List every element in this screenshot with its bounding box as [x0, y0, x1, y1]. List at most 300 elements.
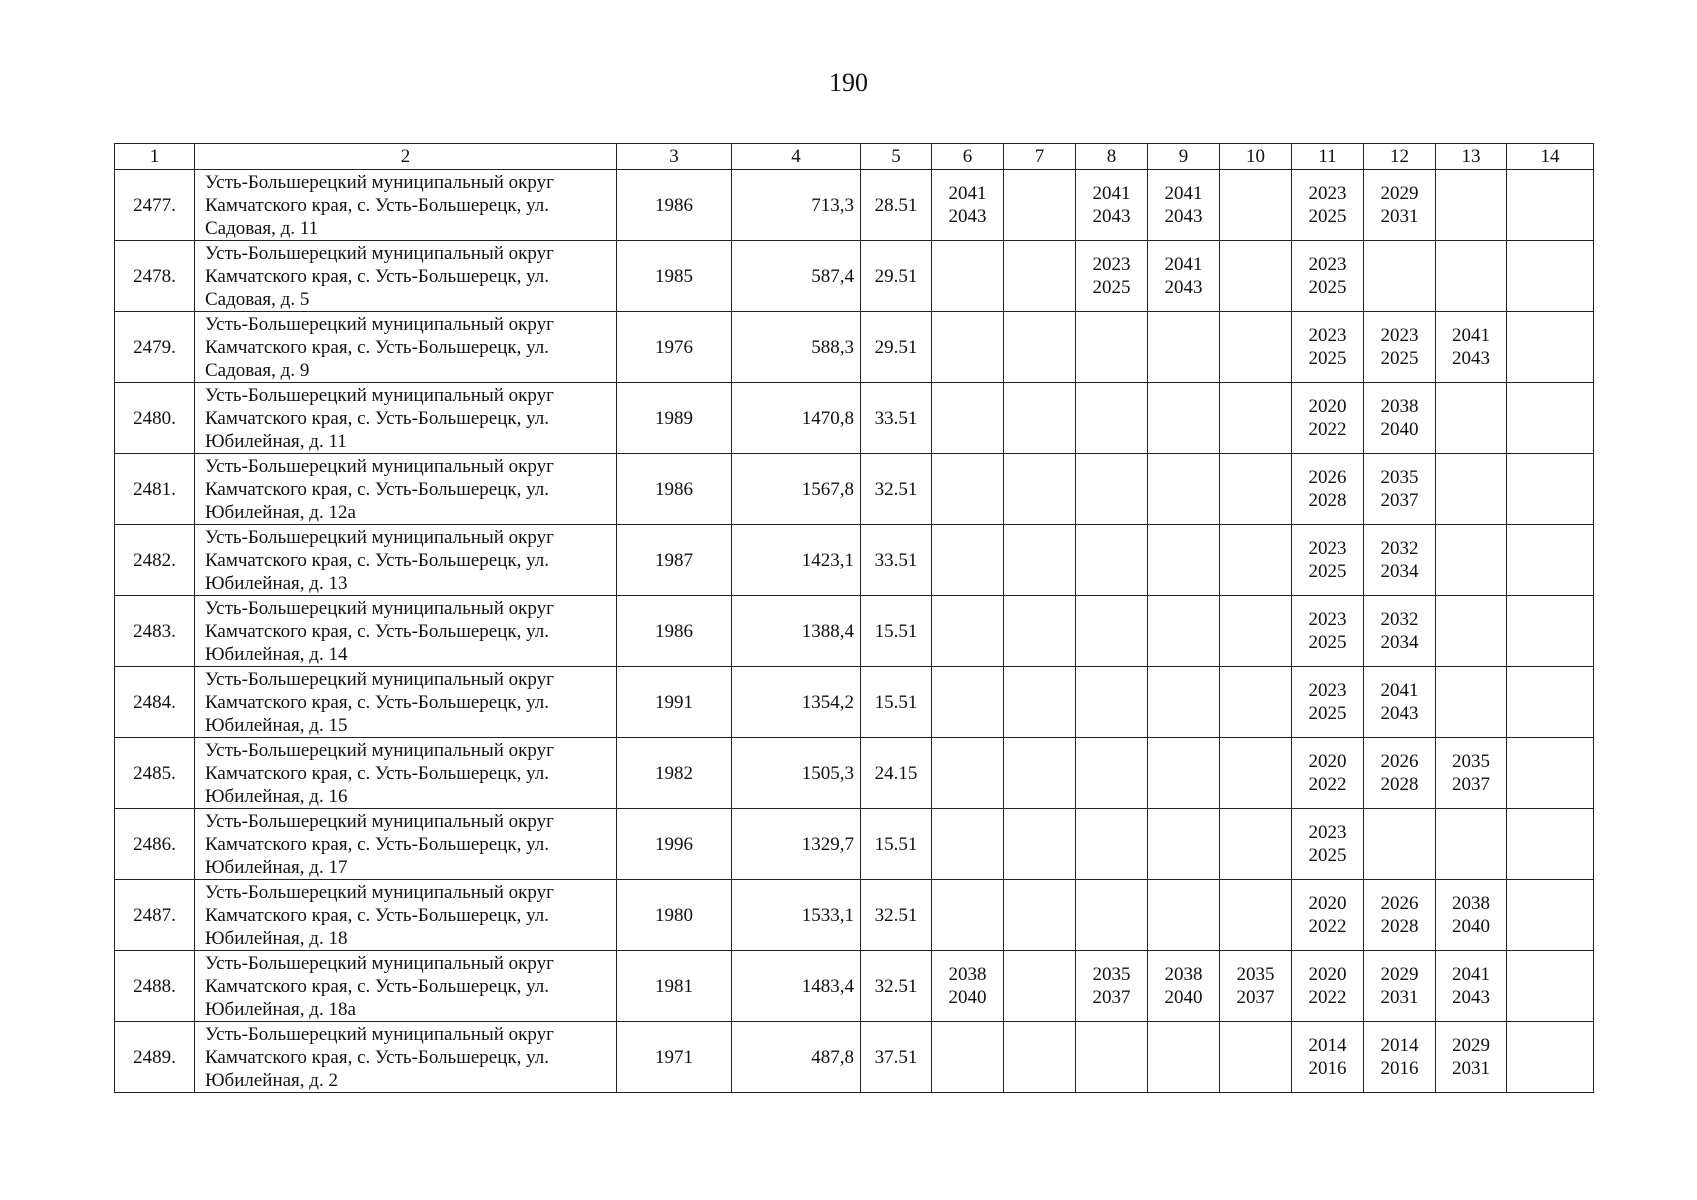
period-cell-c9 [1148, 951, 1220, 1022]
row-number: 2483. [115, 596, 195, 667]
period-year: 2023 [1308, 538, 1347, 559]
period-cell-c10 [1220, 525, 1292, 596]
period-year: 2038 [1452, 893, 1490, 914]
period-year: 2034 [1380, 561, 1419, 582]
period-year: 2038 [1164, 964, 1203, 985]
address-line: Усть-Большерецкий муниципальный округ [205, 1023, 554, 1045]
period-year: 2022 [1308, 419, 1347, 440]
period-cell-c10 [1220, 1022, 1292, 1093]
period-cell-c13 [1436, 667, 1507, 738]
area-cell: 1329,7 [732, 809, 861, 880]
area-cell: 1567,8 [732, 454, 861, 525]
period-cell-c7 [1004, 170, 1076, 241]
period-year: 2025 [1308, 348, 1347, 369]
period-cell-c8 [1076, 383, 1148, 454]
table-row [115, 667, 1594, 738]
row-number: 2477. [115, 170, 195, 241]
area-cell: 588,3 [732, 312, 861, 383]
period-cell-c13 [1436, 809, 1507, 880]
period-year: 2029 [1380, 183, 1419, 204]
address-line: Садовая, д. 9 [205, 359, 310, 381]
table-row [115, 383, 1594, 454]
period-cell-c12 [1364, 525, 1436, 596]
period-cell-c12 [1364, 738, 1436, 809]
period-year: 2035 [1236, 964, 1275, 985]
table-row [115, 525, 1594, 596]
period-cell-c7 [1004, 596, 1076, 667]
period-cell-c12 [1364, 809, 1436, 880]
address-line: Усть-Большерецкий муниципальный округ [205, 313, 554, 335]
period-year: 2031 [1452, 1058, 1490, 1079]
address-line: Камчатского края, с. Усть-Большерецк, ул. [205, 1046, 550, 1068]
period-year: 2041 [948, 183, 987, 204]
period-cell-c7 [1004, 951, 1076, 1022]
period-year: 2014 [1380, 1035, 1419, 1056]
build-year-cell: 1971 [617, 1022, 732, 1093]
period-cell-c14 [1507, 241, 1594, 312]
period-cell-c9 [1148, 383, 1220, 454]
period-cell-c11 [1292, 525, 1364, 596]
code-cell: 28.51 [861, 170, 932, 241]
period-cell-c10 [1220, 880, 1292, 951]
period-cell-c7 [1004, 383, 1076, 454]
build-year-cell: 1989 [617, 383, 732, 454]
period-cell-c13 [1436, 312, 1507, 383]
column-header: 1 [115, 144, 195, 170]
period-cell-c12 [1364, 241, 1436, 312]
period-cell-c8 [1076, 880, 1148, 951]
table-row [115, 312, 1594, 383]
code-cell: 15.51 [861, 809, 932, 880]
table-row [115, 951, 1594, 1022]
period-cell-c7 [1004, 241, 1076, 312]
column-header: 8 [1076, 144, 1148, 170]
code-cell: 32.51 [861, 951, 932, 1022]
period-year: 2032 [1380, 609, 1419, 630]
period-cell-c8 [1076, 667, 1148, 738]
column-header: 2 [195, 144, 617, 170]
period-cell-c8 [1076, 525, 1148, 596]
address-cell [195, 241, 617, 312]
area-cell: 1505,3 [732, 738, 861, 809]
period-cell-c8 [1076, 454, 1148, 525]
address-line: Усть-Большерецкий муниципальный округ [205, 526, 554, 548]
column-header: 6 [932, 144, 1004, 170]
period-year: 2022 [1308, 774, 1347, 795]
row-number: 2486. [115, 809, 195, 880]
period-cell-c13 [1436, 454, 1507, 525]
address-cell [195, 170, 617, 241]
column-header: 9 [1148, 144, 1220, 170]
address-line: Усть-Большерецкий муниципальный округ [205, 242, 554, 264]
period-cell-c6 [932, 880, 1004, 951]
period-year: 2043 [1452, 987, 1490, 1008]
period-cell-c10 [1220, 596, 1292, 667]
period-cell-c8 [1076, 170, 1148, 241]
address-cell [195, 667, 617, 738]
period-cell-c9 [1148, 809, 1220, 880]
period-cell-c14 [1507, 525, 1594, 596]
build-year-cell: 1987 [617, 525, 732, 596]
period-year: 2025 [1308, 277, 1347, 298]
period-cell-c9 [1148, 667, 1220, 738]
address-line: Садовая, д. 11 [205, 217, 319, 239]
period-cell-c9 [1148, 241, 1220, 312]
table-row [115, 1022, 1594, 1093]
period-year: 2034 [1380, 632, 1419, 653]
address-line: Камчатского края, с. Усть-Большерецк, ул. [205, 975, 550, 997]
area-cell: 1470,8 [732, 383, 861, 454]
column-header: 11 [1292, 144, 1364, 170]
address-line: Юбилейная, д. 15 [205, 714, 348, 736]
period-cell-c6 [932, 809, 1004, 880]
period-cell-c12 [1364, 312, 1436, 383]
period-year: 2035 [1092, 964, 1131, 985]
address-line: Юбилейная, д. 17 [205, 856, 348, 878]
period-year: 2032 [1380, 538, 1419, 559]
period-cell-c14 [1507, 738, 1594, 809]
period-cell-c13 [1436, 1022, 1507, 1093]
address-line: Юбилейная, д. 14 [205, 643, 348, 665]
build-year-cell: 1986 [617, 454, 732, 525]
period-year: 2025 [1308, 561, 1347, 582]
period-cell-c13 [1436, 241, 1507, 312]
period-cell-c13 [1436, 525, 1507, 596]
period-year: 2029 [1452, 1035, 1490, 1056]
period-year: 2038 [1380, 396, 1419, 417]
period-cell-c8 [1076, 951, 1148, 1022]
period-cell-c7 [1004, 1022, 1076, 1093]
period-year: 2014 [1308, 1035, 1347, 1056]
address-line: Камчатского края, с. Усть-Большерецк, ул. [205, 478, 550, 500]
table-row [115, 241, 1594, 312]
period-cell-c11 [1292, 951, 1364, 1022]
address-line: Усть-Большерецкий муниципальный округ [205, 384, 554, 406]
address-line: Усть-Большерецкий муниципальный округ [205, 810, 554, 832]
period-year: 2031 [1380, 987, 1419, 1008]
row-number: 2487. [115, 880, 195, 951]
code-cell: 15.51 [861, 667, 932, 738]
column-header: 10 [1220, 144, 1292, 170]
period-cell-c6 [932, 596, 1004, 667]
address-line: Камчатского края, с. Усть-Большерецк, ул. [205, 762, 550, 784]
period-cell-c7 [1004, 809, 1076, 880]
column-header: 5 [861, 144, 932, 170]
period-cell-c12 [1364, 880, 1436, 951]
period-cell-c12 [1364, 951, 1436, 1022]
period-cell-c8 [1076, 809, 1148, 880]
period-cell-c9 [1148, 525, 1220, 596]
period-cell-c6 [932, 383, 1004, 454]
period-cell-c12 [1364, 454, 1436, 525]
period-cell-c8 [1076, 1022, 1148, 1093]
period-cell-c14 [1507, 312, 1594, 383]
address-line: Юбилейная, д. 11 [205, 430, 347, 452]
address-cell [195, 596, 617, 667]
period-cell-c8 [1076, 241, 1148, 312]
column-header: 7 [1004, 144, 1076, 170]
period-year: 2040 [1452, 916, 1490, 937]
period-year: 2040 [1164, 987, 1203, 1008]
build-year-cell: 1996 [617, 809, 732, 880]
area-cell: 487,8 [732, 1022, 861, 1093]
period-cell-c11 [1292, 1022, 1364, 1093]
period-cell-c11 [1292, 880, 1364, 951]
row-number: 2482. [115, 525, 195, 596]
period-cell-c10 [1220, 383, 1292, 454]
column-header: 12 [1364, 144, 1436, 170]
period-year: 2023 [1380, 325, 1419, 346]
address-line: Камчатского края, с. Усть-Большерецк, ул. [205, 265, 550, 287]
period-year: 2025 [1308, 206, 1347, 227]
period-year: 2016 [1308, 1058, 1347, 1079]
period-cell-c8 [1076, 738, 1148, 809]
code-cell: 33.51 [861, 383, 932, 454]
period-cell-c14 [1507, 454, 1594, 525]
period-cell-c11 [1292, 809, 1364, 880]
period-cell-c10 [1220, 241, 1292, 312]
build-year-cell: 1980 [617, 880, 732, 951]
address-line: Камчатского края, с. Усть-Большерецк, ул. [205, 407, 550, 429]
period-cell-c14 [1507, 170, 1594, 241]
address-line: Усть-Большерецкий муниципальный округ [205, 597, 554, 619]
address-line: Юбилейная, д. 18 [205, 927, 348, 949]
period-year: 2025 [1308, 845, 1347, 866]
period-cell-c12 [1364, 1022, 1436, 1093]
period-year: 2043 [1380, 703, 1419, 724]
address-line: Усть-Большерецкий муниципальный округ [205, 455, 554, 477]
period-cell-c7 [1004, 312, 1076, 383]
address-cell [195, 383, 617, 454]
period-year: 2023 [1308, 609, 1347, 630]
period-cell-c12 [1364, 596, 1436, 667]
code-cell: 29.51 [861, 312, 932, 383]
period-year: 2037 [1452, 774, 1490, 795]
build-year-cell: 1991 [617, 667, 732, 738]
table-row [115, 596, 1594, 667]
area-cell: 587,4 [732, 241, 861, 312]
period-cell-c13 [1436, 738, 1507, 809]
period-cell-c9 [1148, 454, 1220, 525]
column-header: 14 [1507, 144, 1594, 170]
period-year: 2022 [1308, 987, 1347, 1008]
period-year: 2026 [1380, 751, 1419, 772]
period-cell-c11 [1292, 312, 1364, 383]
period-cell-c11 [1292, 667, 1364, 738]
period-cell-c13 [1436, 951, 1507, 1022]
period-year: 2037 [1092, 987, 1131, 1008]
table-row [115, 170, 1594, 241]
period-year: 2041 [1380, 680, 1419, 701]
address-cell [195, 1022, 617, 1093]
period-year: 2041 [1164, 254, 1203, 275]
table-body [115, 170, 1594, 1093]
period-year: 2016 [1380, 1058, 1419, 1079]
period-cell-c8 [1076, 596, 1148, 667]
period-year: 2023 [1092, 254, 1131, 275]
area-cell: 1388,4 [732, 596, 861, 667]
build-year-cell: 1986 [617, 170, 732, 241]
period-cell-c11 [1292, 383, 1364, 454]
period-year: 2023 [1308, 680, 1347, 701]
period-year: 2043 [1164, 277, 1203, 298]
period-cell-c14 [1507, 667, 1594, 738]
row-number: 2479. [115, 312, 195, 383]
address-line: Юбилейная, д. 2 [205, 1069, 338, 1091]
build-year-cell: 1985 [617, 241, 732, 312]
period-year: 2037 [1380, 490, 1419, 511]
period-year: 2022 [1308, 916, 1347, 937]
period-year: 2028 [1380, 916, 1419, 937]
build-year-cell: 1982 [617, 738, 732, 809]
period-year: 2041 [1452, 964, 1490, 985]
period-cell-c13 [1436, 880, 1507, 951]
period-year: 2023 [1308, 183, 1347, 204]
address-cell [195, 312, 617, 383]
address-line: Садовая, д. 5 [205, 288, 310, 310]
column-header: 4 [732, 144, 861, 170]
period-cell-c11 [1292, 170, 1364, 241]
period-cell-c12 [1364, 383, 1436, 454]
period-year: 2025 [1308, 632, 1347, 653]
period-cell-c9 [1148, 1022, 1220, 1093]
period-year: 2041 [1164, 183, 1203, 204]
row-number: 2489. [115, 1022, 195, 1093]
address-line: Камчатского края, с. Усть-Большерецк, ул. [205, 336, 550, 358]
address-line: Юбилейная, д. 16 [205, 785, 348, 807]
period-cell-c13 [1436, 170, 1507, 241]
code-cell: 37.51 [861, 1022, 932, 1093]
period-cell-c11 [1292, 454, 1364, 525]
code-cell: 29.51 [861, 241, 932, 312]
period-cell-c9 [1148, 880, 1220, 951]
address-line: Камчатского края, с. Усть-Большерецк, ул. [205, 691, 550, 713]
address-line: Камчатского края, с. Усть-Большерецк, ул. [205, 194, 550, 216]
period-year: 2038 [948, 964, 987, 985]
period-year: 2043 [1092, 206, 1131, 227]
period-cell-c10 [1220, 809, 1292, 880]
row-number: 2488. [115, 951, 195, 1022]
area-cell: 713,3 [732, 170, 861, 241]
address-line: Усть-Большерецкий муниципальный округ [205, 739, 554, 761]
period-cell-c10 [1220, 667, 1292, 738]
address-cell [195, 738, 617, 809]
period-cell-c11 [1292, 738, 1364, 809]
period-cell-c6 [932, 1022, 1004, 1093]
period-year: 2026 [1380, 893, 1419, 914]
address-cell [195, 951, 617, 1022]
address-line: Юбилейная, д. 18а [205, 998, 356, 1020]
code-cell: 32.51 [861, 454, 932, 525]
period-cell-c7 [1004, 667, 1076, 738]
area-cell: 1483,4 [732, 951, 861, 1022]
period-year: 2031 [1380, 206, 1419, 227]
build-year-cell: 1976 [617, 312, 732, 383]
row-number: 2485. [115, 738, 195, 809]
period-cell-c11 [1292, 596, 1364, 667]
period-cell-c14 [1507, 1022, 1594, 1093]
period-cell-c6 [932, 738, 1004, 809]
address-line: Усть-Большерецкий муниципальный округ [205, 881, 554, 903]
period-cell-c10 [1220, 312, 1292, 383]
period-cell-c14 [1507, 596, 1594, 667]
period-year: 2040 [948, 987, 987, 1008]
period-cell-c9 [1148, 170, 1220, 241]
period-year: 2043 [1452, 348, 1490, 369]
area-cell: 1423,1 [732, 525, 861, 596]
column-header: 13 [1436, 144, 1507, 170]
period-cell-c7 [1004, 525, 1076, 596]
build-year-cell: 1981 [617, 951, 732, 1022]
address-cell [195, 454, 617, 525]
period-cell-c10 [1220, 738, 1292, 809]
period-cell-c8 [1076, 312, 1148, 383]
address-line: Юбилейная, д. 12а [205, 501, 356, 523]
period-year: 2026 [1308, 467, 1347, 488]
address-line: Камчатского края, с. Усть-Большерецк, ул. [205, 833, 550, 855]
address-line: Усть-Большерецкий муниципальный округ [205, 668, 554, 690]
period-year: 2043 [948, 206, 987, 227]
address-line: Юбилейная, д. 13 [205, 572, 348, 594]
housing-register-table [114, 143, 1594, 1093]
period-cell-c14 [1507, 809, 1594, 880]
area-cell: 1354,2 [732, 667, 861, 738]
period-cell-c12 [1364, 170, 1436, 241]
address-cell [195, 809, 617, 880]
table-row [115, 880, 1594, 951]
period-year: 2025 [1092, 277, 1131, 298]
period-cell-c7 [1004, 880, 1076, 951]
period-cell-c10 [1220, 454, 1292, 525]
period-year: 2023 [1308, 822, 1347, 843]
period-year: 2041 [1452, 325, 1490, 346]
code-cell: 33.51 [861, 525, 932, 596]
period-year: 2035 [1380, 467, 1419, 488]
period-year: 2023 [1308, 325, 1347, 346]
period-year: 2020 [1308, 893, 1347, 914]
period-year: 2028 [1308, 490, 1347, 511]
period-cell-c9 [1148, 738, 1220, 809]
period-cell-c6 [932, 525, 1004, 596]
period-cell-c6 [932, 667, 1004, 738]
period-cell-c6 [932, 312, 1004, 383]
period-cell-c6 [932, 951, 1004, 1022]
period-cell-c6 [932, 170, 1004, 241]
period-cell-c13 [1436, 596, 1507, 667]
period-cell-c14 [1507, 951, 1594, 1022]
period-year: 2035 [1452, 751, 1490, 772]
row-number: 2478. [115, 241, 195, 312]
period-year: 2025 [1308, 703, 1347, 724]
code-cell: 24.15 [861, 738, 932, 809]
period-cell-c7 [1004, 738, 1076, 809]
column-number-header-row [115, 144, 1594, 170]
address-line: Камчатского края, с. Усть-Большерецк, ул. [205, 620, 550, 642]
period-cell-c6 [932, 241, 1004, 312]
address-cell [195, 880, 617, 951]
period-year: 2028 [1380, 774, 1419, 795]
period-cell-c9 [1148, 312, 1220, 383]
address-line: Камчатского края, с. Усть-Большерецк, ул. [205, 549, 550, 571]
period-cell-c14 [1507, 880, 1594, 951]
page-number: 190 [829, 68, 868, 97]
period-year: 2023 [1308, 254, 1347, 275]
table-row [115, 738, 1594, 809]
period-year: 2020 [1308, 396, 1347, 417]
period-year: 2040 [1380, 419, 1419, 440]
code-cell: 15.51 [861, 596, 932, 667]
period-year: 2041 [1092, 183, 1131, 204]
